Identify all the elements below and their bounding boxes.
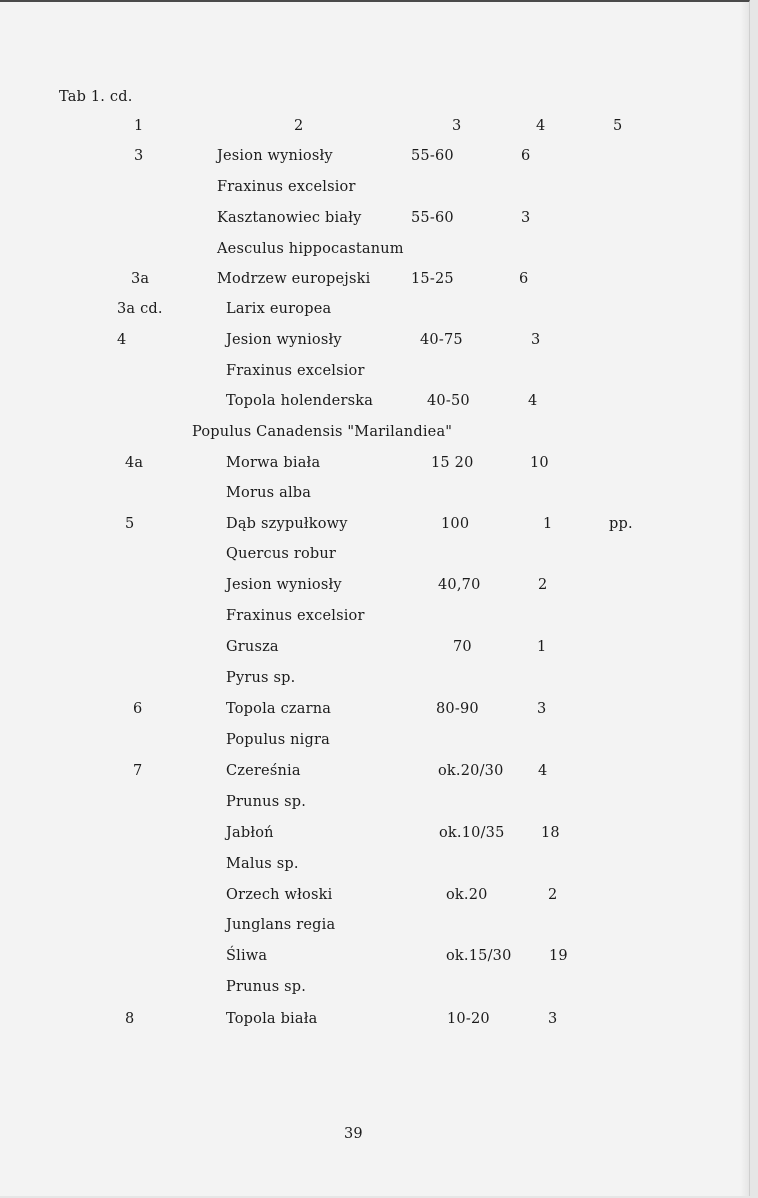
species-name: Populus nigra: [226, 732, 330, 748]
value-col-3: 55-60: [411, 210, 454, 226]
value-col-3: 40,70: [438, 577, 481, 593]
species-name: Jesion wyniosły: [226, 577, 342, 593]
value-col-3: 10-20: [447, 1011, 490, 1027]
species-name: Prunus sp.: [226, 794, 307, 810]
species-name: Czereśnia: [226, 763, 301, 779]
value-col-4: 19: [549, 948, 568, 964]
value-col-4: 6: [519, 271, 529, 287]
row-number: 3a: [131, 271, 150, 287]
value-col-4: 1: [543, 516, 553, 532]
species-name: Larix europea: [226, 301, 332, 317]
species-name: Topola holenderska: [226, 393, 374, 409]
value-col-4: 18: [541, 825, 560, 841]
row-number: 6: [133, 701, 143, 717]
value-col-3: 40-75: [420, 332, 463, 348]
species-name: Topola biała: [226, 1011, 318, 1027]
page-number: 39: [344, 1126, 363, 1142]
species-name: Fraxinus excelsior: [226, 608, 365, 624]
column-header-5: 5: [613, 118, 623, 134]
species-name: Prunus sp.: [226, 979, 307, 995]
column-header-2: 2: [294, 118, 304, 134]
value-col-4: 10: [530, 455, 549, 471]
value-col-4: 4: [538, 763, 548, 779]
value-col-4: 3: [548, 1011, 558, 1027]
species-name: Grusza: [226, 639, 279, 655]
species-name: Orzech włoski: [226, 887, 333, 903]
row-number: 3a cd.: [117, 301, 163, 317]
species-name: Quercus robur: [226, 546, 337, 562]
value-col-4: 2: [548, 887, 558, 903]
value-col-3: 100: [441, 516, 470, 532]
species-name: Fraxinus excelsior: [217, 179, 356, 195]
species-name: Populus Canadensis "Marilandiea": [192, 424, 453, 440]
species-name: Dąb szypułkowy: [226, 516, 348, 532]
row-number: 8: [125, 1011, 135, 1027]
table-caption: Tab 1. cd.: [59, 89, 133, 105]
page-edge-shadow: [741, 2, 749, 1196]
value-col-3: 40-50: [427, 393, 470, 409]
species-name: Fraxinus excelsior: [226, 363, 365, 379]
value-col-4: 2: [538, 577, 548, 593]
value-col-3: 55-60: [411, 148, 454, 164]
column-header-1: 1: [134, 118, 144, 134]
value-col-4: 6: [521, 148, 531, 164]
species-name: Jesion wyniosły: [226, 332, 342, 348]
value-col-4: 3: [521, 210, 531, 226]
value-col-4: 3: [537, 701, 547, 717]
species-name: Aesculus hippocastanum: [217, 241, 404, 257]
value-col-4: 1: [537, 639, 547, 655]
value-col-3: ok.20: [446, 887, 488, 903]
note-col-5: pp.: [609, 516, 633, 532]
value-col-3: 15 20: [431, 455, 474, 471]
species-name: Kasztanowiec biały: [217, 210, 362, 226]
species-name: Śliwa: [226, 948, 268, 964]
row-number: 7: [133, 763, 143, 779]
value-col-4: 4: [528, 393, 538, 409]
value-col-3: ok.10/35: [439, 825, 505, 841]
species-name: Junglans regia: [226, 917, 336, 933]
species-name: Jesion wyniosły: [217, 148, 333, 164]
species-name: Pyrus sp.: [226, 670, 296, 686]
value-col-3: 70: [453, 639, 472, 655]
row-number: 3: [134, 148, 144, 164]
row-number: 4: [117, 332, 127, 348]
value-col-3: 15-25: [411, 271, 454, 287]
species-name: Jabłoń: [226, 825, 274, 841]
species-name: Topola czarna: [226, 701, 332, 717]
value-col-4: 3: [531, 332, 541, 348]
column-header-3: 3: [452, 118, 462, 134]
column-header-4: 4: [536, 118, 546, 134]
row-number: 5: [125, 516, 135, 532]
species-name: Malus sp.: [226, 856, 299, 872]
species-name: Modrzew europejski: [217, 271, 371, 287]
value-col-3: ok.15/30: [446, 948, 512, 964]
species-name: Morwa biała: [226, 455, 321, 471]
value-col-3: ok.20/30: [438, 763, 504, 779]
row-number: 4a: [125, 455, 144, 471]
species-name: Morus alba: [226, 485, 312, 501]
value-col-3: 80-90: [436, 701, 479, 717]
